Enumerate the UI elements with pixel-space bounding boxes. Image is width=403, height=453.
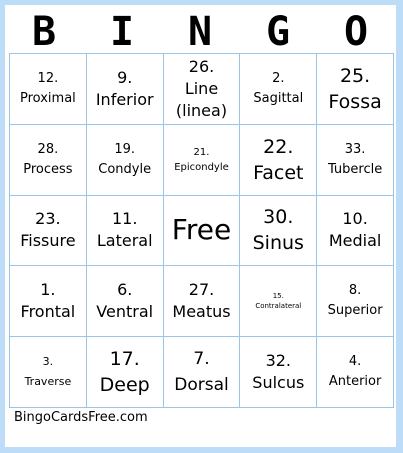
cell-text: 32. Sulcus: [252, 351, 305, 393]
bingo-cell[interactable]: [317, 54, 394, 125]
bingo-cell[interactable]: [164, 125, 241, 196]
cell-text: 12. Proximal: [20, 70, 76, 106]
cell-text: 1. Frontal: [20, 280, 76, 322]
cell-text: 7. Dorsal: [174, 349, 229, 396]
cell-text: 15. Contralateral: [255, 292, 302, 311]
footer-credit: BingoCardsFree.com: [14, 410, 148, 425]
bingo-grid: [9, 53, 394, 408]
bingo-cell[interactable]: [240, 54, 317, 125]
cell-text: 23. Fissure: [20, 209, 76, 251]
header-letter-b: B: [31, 9, 57, 55]
cell-text: 3. Traverse: [24, 355, 72, 389]
bingo-cell[interactable]: [87, 337, 164, 408]
bingo-cell[interactable]: [10, 196, 87, 267]
bingo-cell[interactable]: [10, 125, 87, 196]
cell-text: 27. Meatus: [172, 280, 231, 322]
cell-text: 25. Fossa: [328, 64, 382, 113]
free-space-cell[interactable]: [164, 196, 241, 267]
bingo-cell[interactable]: [87, 125, 164, 196]
cell-text: 28. Process: [23, 141, 73, 177]
bingo-cell[interactable]: [317, 125, 394, 196]
cell-text: 9. Inferior: [95, 67, 154, 109]
cell-text: 10. Medial: [328, 209, 382, 251]
cell-text: 2. Sagittal: [253, 70, 304, 106]
bingo-cell[interactable]: [87, 266, 164, 337]
bingo-cell[interactable]: [87, 196, 164, 267]
bingo-cell[interactable]: [10, 54, 87, 125]
cell-text: 6. Ventral: [96, 280, 154, 322]
cell-text: 8. Superior: [327, 283, 383, 319]
header-letter-o: O: [343, 9, 369, 55]
bingo-cell[interactable]: [164, 54, 241, 125]
free-space-text: Free: [171, 213, 232, 247]
bingo-cell[interactable]: [10, 266, 87, 337]
cell-text: 26. Line (linea): [175, 56, 228, 120]
bingo-cell[interactable]: [240, 196, 317, 267]
bingo-cell[interactable]: [164, 337, 241, 408]
cell-text: 4. Anterior: [328, 354, 382, 390]
bingo-cell[interactable]: [317, 196, 394, 267]
bingo-cell[interactable]: [240, 266, 317, 337]
bingo-cell[interactable]: [10, 337, 87, 408]
header-letter-i: I: [109, 9, 135, 55]
cell-text: 33. Tubercle: [327, 141, 383, 177]
cell-text: 30. Sinus: [252, 206, 304, 255]
cell-text: 11. Lateral: [96, 209, 153, 251]
cell-text: 21. Epicondyle: [174, 146, 229, 173]
bingo-card: [5, 5, 396, 447]
bingo-cell[interactable]: [87, 54, 164, 125]
bingo-cell[interactable]: [240, 337, 317, 408]
cell-text: 17. Deep: [99, 348, 150, 397]
cell-text: 22. Facet: [253, 135, 304, 184]
bingo-header: [5, 5, 396, 55]
header-letter-g: G: [265, 9, 291, 55]
bingo-cell[interactable]: [164, 266, 241, 337]
bingo-cell[interactable]: [240, 125, 317, 196]
header-letter-n: N: [187, 9, 213, 55]
bingo-cell[interactable]: [317, 266, 394, 337]
bingo-cell[interactable]: [317, 337, 394, 408]
cell-text: 19. Condyle: [98, 141, 152, 177]
